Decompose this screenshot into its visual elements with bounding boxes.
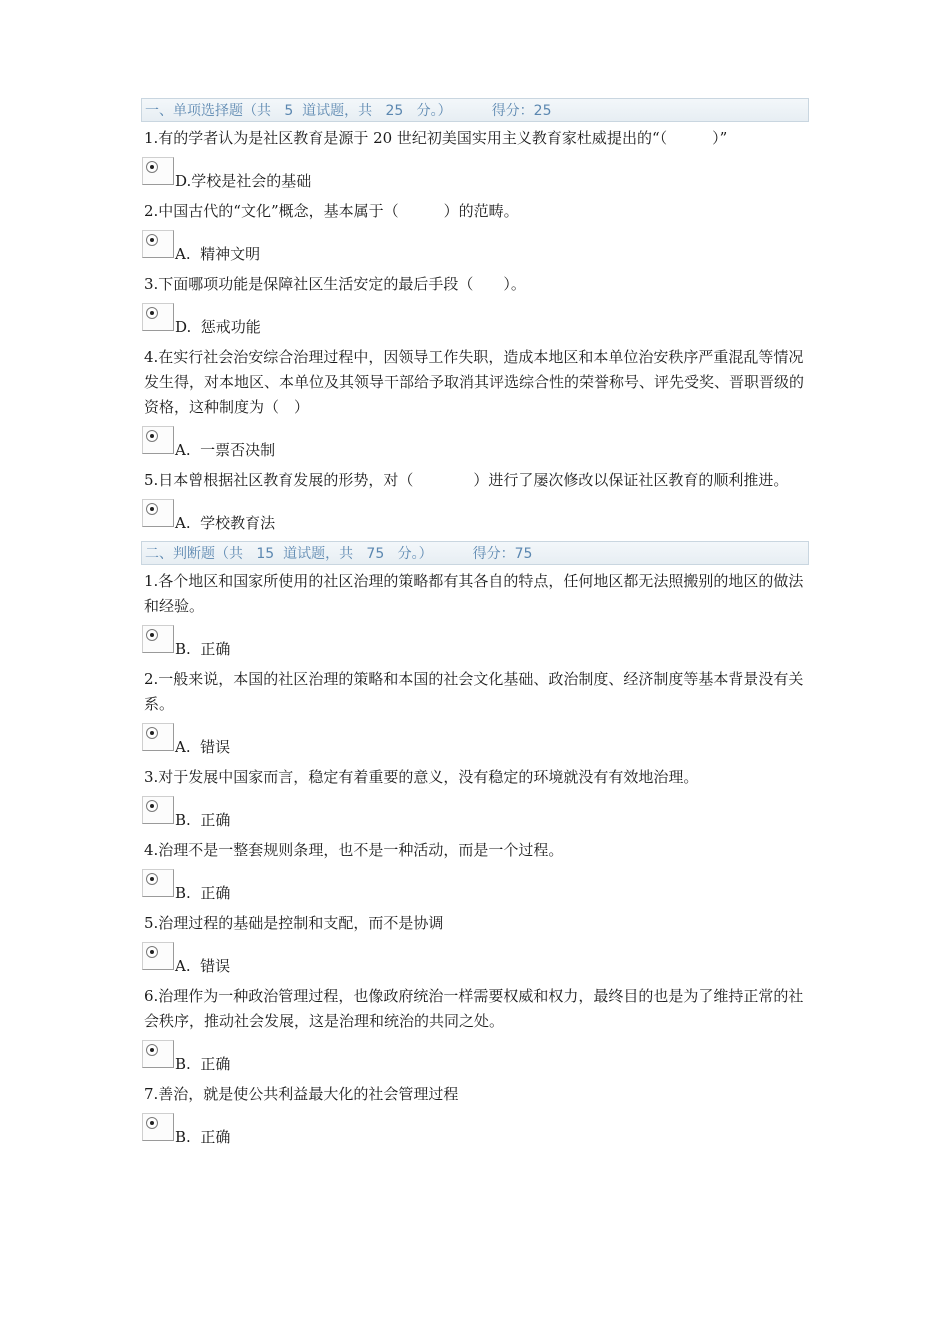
radio-frame [142, 1040, 174, 1068]
answer-row [141, 1040, 809, 1080]
radio-frame [142, 796, 174, 824]
radio-selected-icon[interactable] [146, 307, 158, 319]
section-header-true-false [141, 541, 809, 565]
answer-text: B. 正确 [175, 884, 231, 902]
radio-frame [142, 499, 174, 527]
radio-selected-icon[interactable] [146, 161, 158, 173]
question-text: 4.在实行社会治安综合治理过程中，因领导工作失职，造成本地区和本单位治安秩序严重混乱等情况发生得，对本地区、本单位及其领导干部给予取消其评选综合性的荣誉称号、评先受奖、晋职晋级的资格，这种制度为（ ） [144, 348, 805, 416]
answer-text: B. 正确 [175, 811, 231, 829]
radio-selected-icon[interactable] [146, 727, 158, 739]
answer-text: A. 精神文明 [175, 245, 261, 263]
radio-selected-icon[interactable] [146, 503, 158, 515]
radio-frame [142, 426, 174, 454]
radio-frame [142, 157, 174, 185]
question-text: 3.对于发展中国家而言，稳定有着重要的意义，没有稳定的环境就没有有效地治理。 [144, 768, 699, 786]
answer-row [141, 426, 809, 466]
question-item [141, 345, 809, 466]
answer-row [141, 942, 809, 982]
question-item [141, 765, 809, 836]
radio-frame [142, 723, 174, 751]
question-text: 7.善治，就是使公共利益最大化的社会管理过程 [144, 1085, 459, 1103]
answer-row [141, 625, 809, 665]
answer-row [141, 303, 809, 343]
answer-row [141, 1113, 809, 1153]
answer-row [141, 796, 809, 836]
question-item [141, 272, 809, 343]
question-item [141, 1082, 809, 1153]
answer-text: D. 惩戒功能 [175, 318, 261, 336]
answer-row [141, 157, 809, 197]
question-item [141, 126, 809, 197]
question-item [141, 468, 809, 539]
answer-text: B. 正确 [175, 1128, 231, 1146]
radio-frame [142, 303, 174, 331]
section-header-single-choice [141, 98, 809, 122]
radio-selected-icon[interactable] [146, 430, 158, 442]
answer-text: A. 错误 [175, 957, 231, 975]
radio-selected-icon[interactable] [146, 234, 158, 246]
question-text: 1.各个地区和国家所使用的社区治理的策略都有其各自的特点，任何地区都无法照搬别的地区的做法和经验。 [144, 572, 804, 615]
radio-selected-icon[interactable] [146, 1117, 158, 1129]
answer-row [141, 499, 809, 539]
question-item [141, 984, 809, 1080]
answer-text: A. 一票否决制 [175, 441, 276, 459]
radio-frame [142, 942, 174, 970]
question-text: 3.下面哪项功能是保障社区生活安定的最后手段（ ）。 [144, 275, 526, 293]
question-text: 6.治理作为一种政治管理过程，也像政府统治一样需要权威和权力，最终目的也是为了维持正常的社会秩序，推动社会发展，这是治理和统治的共同之处。 [144, 987, 804, 1030]
radio-frame [142, 1113, 174, 1141]
question-item [141, 838, 809, 909]
question-item [141, 911, 809, 982]
answer-text: A. 学校教育法 [175, 514, 276, 532]
radio-selected-icon[interactable] [146, 1044, 158, 1056]
question-text: 5.日本曾根据社区教育发展的形势，对（ ）进行了屡次修改以保证社区教育的顺利推进。 [144, 471, 789, 489]
question-text: 1.有的学者认为是社区教育是源于 20 世纪初美国实用主义教育家杜威提出的“（ ）” [144, 129, 728, 147]
answer-row [141, 869, 809, 909]
radio-selected-icon[interactable] [146, 629, 158, 641]
answer-row [141, 230, 809, 270]
question-item [141, 199, 809, 270]
question-text: 2.中国古代的“文化”概念，基本属于（ ）的范畴。 [144, 202, 519, 220]
question-text: 2.一般来说，本国的社区治理的策略和本国的社会文化基础、政治制度、经济制度等基本背景没有关系。 [144, 670, 804, 713]
answer-text: B. 正确 [175, 640, 231, 658]
question-text: 5.治理过程的基础是控制和支配，而不是协调 [144, 914, 444, 932]
section-score: 得分：25 [491, 103, 552, 119]
answer-text: A. 错误 [175, 738, 231, 756]
radio-selected-icon[interactable] [146, 946, 158, 958]
radio-frame [142, 869, 174, 897]
question-item [141, 569, 809, 665]
section-title: 一、单项选择题（共 5 道试题，共 25 分。） [145, 103, 452, 119]
exam-results [141, 98, 809, 1155]
section-title: 二、判断题（共 15 道试题，共 75 分。） [145, 546, 433, 562]
question-text: 4.治理不是一整套规则条理，也不是一种活动，而是一个过程。 [144, 841, 564, 859]
radio-selected-icon[interactable] [146, 800, 158, 812]
radio-frame [142, 625, 174, 653]
answer-text: D.学校是社会的基础 [175, 172, 312, 190]
question-item [141, 667, 809, 763]
radio-selected-icon[interactable] [146, 873, 158, 885]
section-score: 得分：75 [472, 546, 533, 562]
answer-row [141, 723, 809, 763]
answer-text: B. 正确 [175, 1055, 231, 1073]
radio-frame [142, 230, 174, 258]
